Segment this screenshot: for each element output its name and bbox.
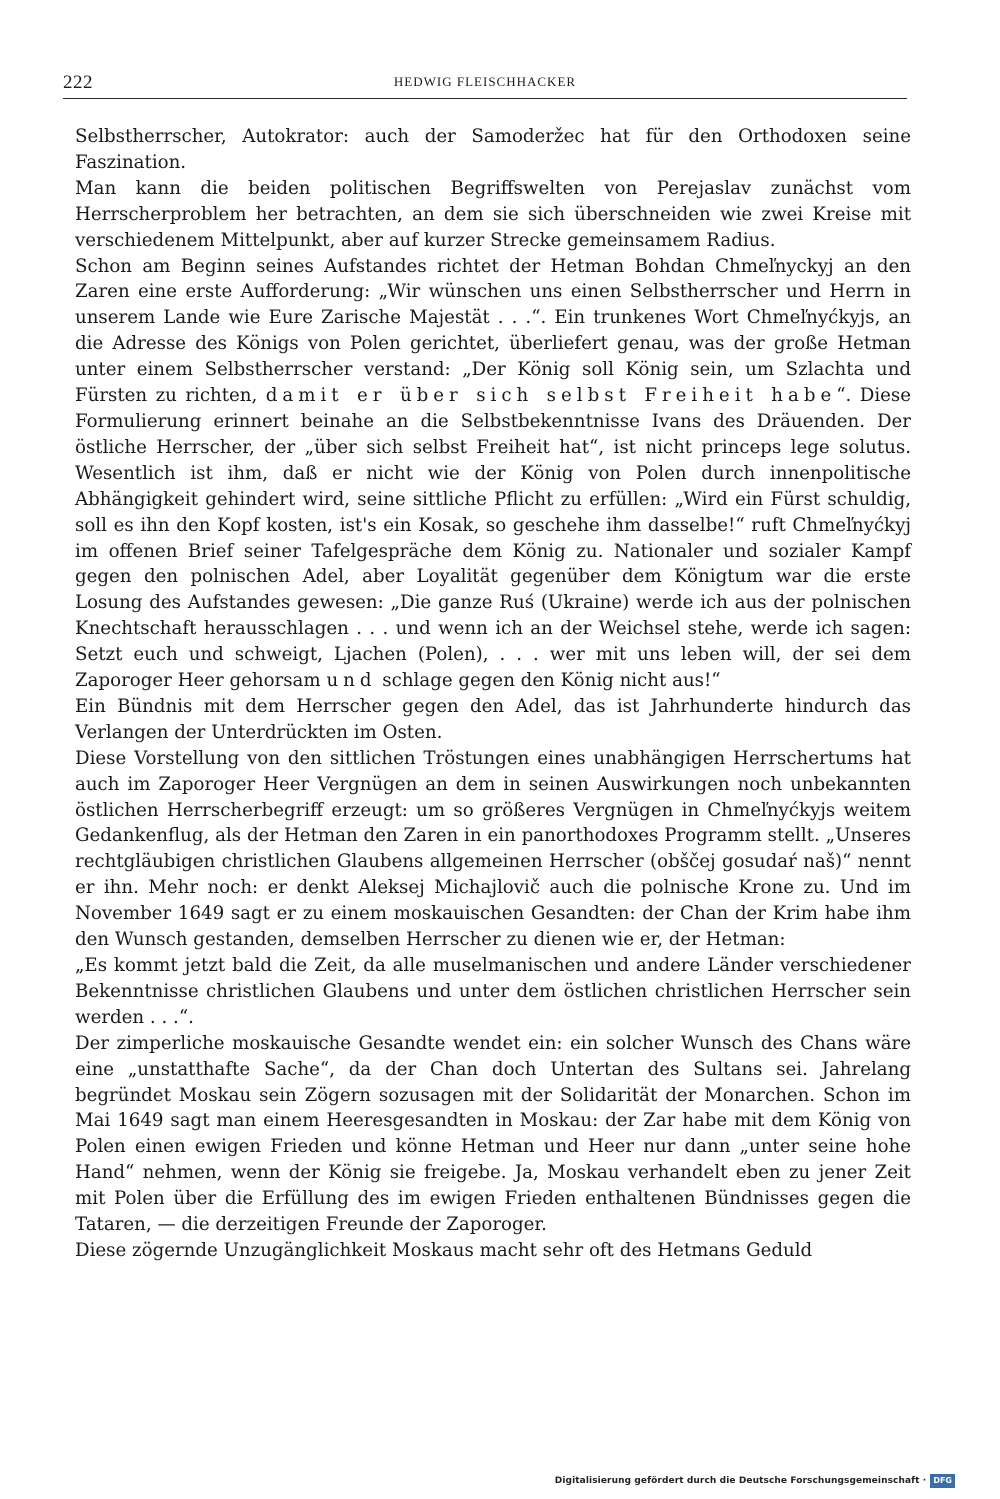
paragraph-text: schlage gegen den König nicht aus!“: [376, 670, 721, 692]
dfg-logo: DFG: [930, 1474, 955, 1488]
page-number: 222: [63, 72, 93, 93]
paragraph: Der zimperliche moskauische Gesandte wendet ein: ein solcher Wunsch des Chans wäre eine „unstatthafte Sache“, da der Chan doch Untertan des Sultans sei. Jahrelang begründet Moskau sein Zögern sozusagen mit der Solidarität der Monarchen. Schon im Mai 1649 sagt man einem Heeresgesandten in Moskau: der Zar habe mit dem König von Polen einen ewigen Frieden und könne Hetman und Heer nur dann „unter seine hohe Hand“ nehmen, wenn der König sie freigebe. Ja, Moskau verhandelt eben zu jener Zeit mit Polen über die Erfüllung des im ewigen Frieden enthaltenen Bündnisses gegen die Tataren, — die derzeitigen Freunde der Zaporoger.: [75, 1032, 911, 1236]
page-header: [63, 70, 907, 98]
paragraph: Ein Bündnis mit dem Herrscher gegen den Adel, das ist Jahrhunderte hindurch das Verlangen der Unterdrückten im Osten.: [75, 695, 911, 743]
quotation: „Es kommt jetzt bald die Zeit, da alle muselmanischen und andere Länder verschiedener Bekenntnisse christlichen Glaubens und unter dem östlichen christlichen Herrscher sein werden . . .“.: [75, 955, 911, 1028]
emphasized-text: und: [326, 670, 377, 692]
paragraph: Selbstherrscher, Autokrator: auch der Samoderžec hat für den Orthodoxen seine Faszination.: [75, 126, 911, 173]
paragraph: [75, 254, 911, 694]
paragraph: Diese zögernde Unzugänglichkeit Moskaus macht sehr oft des Hetmans Geduld: [75, 1239, 813, 1261]
paragraph: Man kann die beiden politischen Begriffswelten von Perejaslav zunächst vom Herrscherproblem her betrachten, an dem sie sich überschneiden wie zwei Kreise mit verschiedenem Mittelpunkt, aber auf kurzer Strecke gemeinsamem Radius.: [75, 177, 911, 251]
paragraph: Diese Vorstellung von den sittlichen Tröstungen eines unabhängigen Herrschertums hat auch im Zaporoger Heer Vergnügen an dem in seinen Auswirkungen noch unbekannten östlichen Herrscherbegriff erzeugt: um so größeres Vergnügen in Chmeľnyćkyjs weitem Gedankenflug, als der Hetman den Zaren in ein panorthodoxes Programm stellt. „Unseres rechtgläubigen christlichen Glaubens allgemeinen Herrscher (obščej gosudaŕ naš)“ nennt er ihn. Mehr noch: er denkt Aleksej Michajlovič auch die polnische Krone zu. Und im November 1649 sagt er zu einem moskauischen Gesandten: der Chan der Krim habe ihm den Wunsch gestanden, demselben Herrscher zu dienen wie er, der Hetman:: [75, 747, 911, 951]
header-rule: [63, 98, 907, 99]
credit-text: Digitalisierung gefördert durch die Deutsche Forschungsgemeinschaft ·: [554, 1476, 927, 1486]
paragraph-text: “. Diese Formulierung erinnert beinahe an die Selbstbekenntnisse Ivans des Dräuenden. Der östliche Herrscher, der „über sich selbst Freiheit hat“, ist nicht princeps lege solutus. Wesentlich ist ihm, daß er nicht wie der König von Polen durch innenpolitische Abhängigkeit gehindert wird, seine sittliche Pflicht zu erfüllen: „Wird ein Fürst schuldig, soll es ihn den Kopf kosten, ist's ein Kosak, so geschehe ihm dasselbe!“ ruft Chmeľnyćkyj im offenen Brief seiner Tafelgespräche dem König zu. Nationaler und sozialer Kampf gegen den polnischen Adel, aber Loyalität gegenüber dem Königtum war die erste Losung des Aufstandes gewesen: „Die ganze Ruś (Ukraine) werde ich aus der polnischen Knechtschaft herausschlagen . . . und wenn ich an der Weichsel stehe, werde ich sagen: Setzt euch und schweigt, Ljachen (Polen), . . . wer mit uns leben will, der sei dem Zaporoger Heer gehorsam: [75, 385, 912, 692]
body-text: [75, 124, 911, 1264]
paragraph-text: Schon am Beginn seines Aufstandes richtet der Hetman Bohdan Chmeľnyckyj an den Zaren eine erste Aufforderung: „Wir wünschen uns einen Selbstherrscher und Herrn in unserem Lande wie Eure Zarische Majestät . . .“. Ein trunkenes Wort Chmeľnyćkyjs, an die Adresse des Königs von Polen gerichtet, überliefert genau, was der große Hetman unter einem Selbstherrscher verstand: „Der König soll König sein, um Szlachta und Fürsten zu richten,: [75, 255, 911, 407]
running-head: HEDWIG FLEISCHHACKER: [393, 74, 577, 89]
digitization-credit: [555, 1472, 955, 1490]
emphasized-text: damit er über sich selbst Freiheit habe: [265, 385, 837, 407]
